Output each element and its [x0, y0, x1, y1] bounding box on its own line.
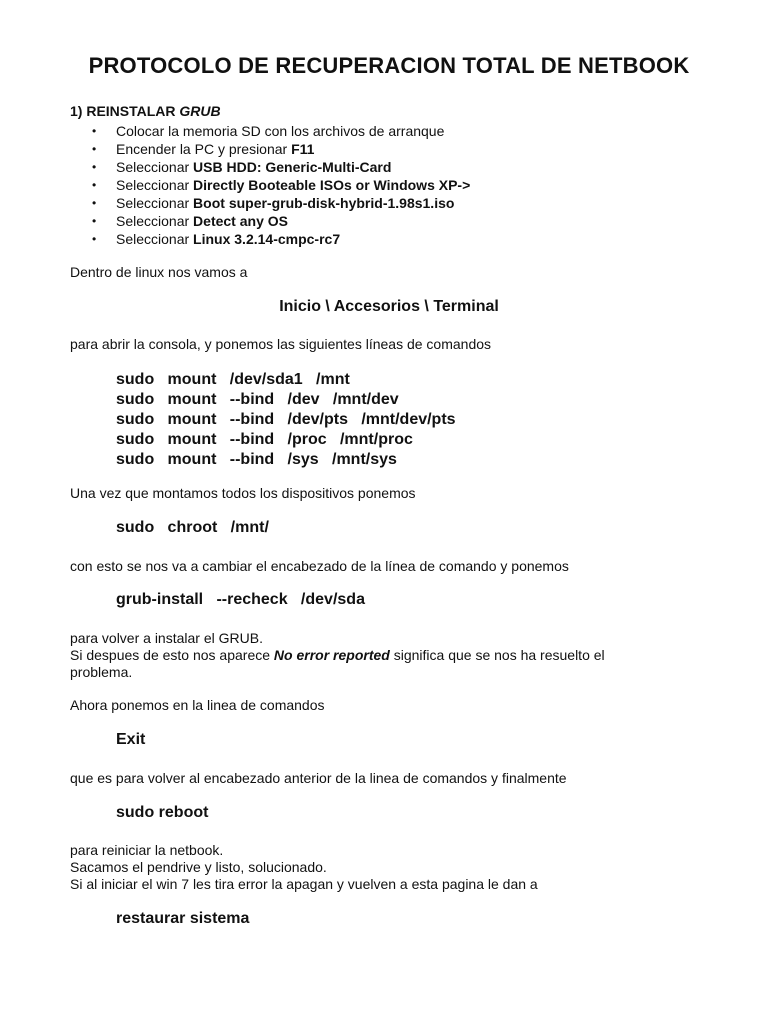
grub-line-3: problema. — [70, 664, 133, 680]
end-line-2: Sacamos el pendrive y listo, solucionado. — [70, 859, 327, 875]
step-text: Seleccionar — [116, 195, 190, 211]
step-text: Seleccionar — [116, 159, 190, 175]
section-heading — [70, 103, 221, 119]
paragraph-exit: Ahora ponemos en la linea de comandos — [70, 697, 325, 713]
list-item — [70, 230, 690, 248]
bullet-icon: • — [92, 160, 97, 174]
step-bold: Directly Booteable ISOs or Windows XP-> — [193, 177, 471, 193]
command-line: sudo mount --bind /proc /mnt/proc — [116, 431, 413, 448]
grub-line-2-end: significa que se nos ha resuelto el — [393, 647, 605, 663]
command-line: sudo mount --bind /dev /mnt/dev — [116, 391, 399, 408]
list-item — [70, 212, 690, 230]
step-text: Encender la PC y presionar — [116, 141, 288, 157]
command-line: sudo mount /dev/sda1 /mnt — [116, 371, 350, 388]
command-grub-install: grub-install --recheck /dev/sda — [116, 591, 365, 608]
bullet-icon: • — [92, 214, 97, 228]
grub-line-2 — [70, 647, 690, 664]
paragraph-back: que es para volver al encabezado anterior de la linea de comandos y finalmente — [70, 770, 567, 786]
bullet-icon: • — [92, 196, 97, 210]
list-item — [70, 122, 690, 140]
final-action: restaurar sistema — [116, 910, 250, 927]
bullet-icon: • — [92, 178, 97, 192]
grub-line-2-start: Si despues de esto nos aparece — [70, 647, 271, 663]
steps-list — [70, 122, 690, 248]
no-error-reported: No error reported — [273, 647, 390, 663]
menu-path: Inicio \ Accesorios \ Terminal — [279, 298, 499, 315]
step-bold: Detect any OS — [193, 213, 288, 229]
grub-line-1: para volver a instalar el GRUB. — [70, 630, 263, 646]
command-exit: Exit — [116, 731, 146, 748]
command-line: sudo mount --bind /sys /mnt/sys — [116, 451, 397, 468]
step-text: Colocar la memoria SD con los archivos de arranque — [116, 123, 445, 139]
step-bold: Linux 3.2.14-cmpc-rc7 — [193, 231, 341, 247]
bullet-icon: • — [92, 142, 97, 156]
list-item — [70, 158, 690, 176]
step-text: Seleccionar — [116, 213, 190, 229]
end-line-3: Si al iniciar el win 7 les tira error la apagan y vuelven a esta pagina le dan a — [70, 876, 538, 892]
command-reboot: sudo reboot — [116, 804, 209, 821]
bullet-icon: • — [92, 232, 97, 246]
command-line: sudo mount --bind /dev/pts /mnt/dev/pts — [116, 411, 456, 428]
command-chroot: sudo chroot /mnt/ — [116, 519, 269, 536]
document-title: PROTOCOLO DE RECUPERACION TOTAL DE NETBOOK — [88, 53, 690, 78]
end-line-1: para reiniciar la netbook. — [70, 842, 224, 858]
step-bold: USB HDD: Generic-Multi-Card — [193, 159, 392, 175]
list-item — [70, 140, 690, 158]
paragraph-end — [70, 842, 690, 893]
bullet-icon: • — [92, 124, 97, 138]
step-text: Seleccionar — [116, 231, 190, 247]
paragraph-console: para abrir la consola, y ponemos las siguientes líneas de comandos — [70, 336, 492, 352]
paragraph-header-change: con esto se nos va a cambiar el encabezado de la línea de comando y ponemos — [70, 558, 569, 574]
step-text: Seleccionar — [116, 177, 190, 193]
paragraph-grub — [70, 630, 690, 681]
mount-commands — [116, 370, 456, 470]
section-name: GRUB — [179, 103, 221, 119]
section-number-label: 1) REINSTALAR — [70, 103, 176, 119]
paragraph-linux: Dentro de linux nos vamos a — [70, 264, 248, 280]
paragraph-mounted: Una vez que montamos todos los dispositivos ponemos — [70, 485, 416, 501]
step-bold: Boot super-grub-disk-hybrid-1.98s1.iso — [193, 195, 455, 211]
step-bold: F11 — [291, 141, 315, 157]
list-item — [70, 176, 690, 194]
list-item — [70, 194, 690, 212]
